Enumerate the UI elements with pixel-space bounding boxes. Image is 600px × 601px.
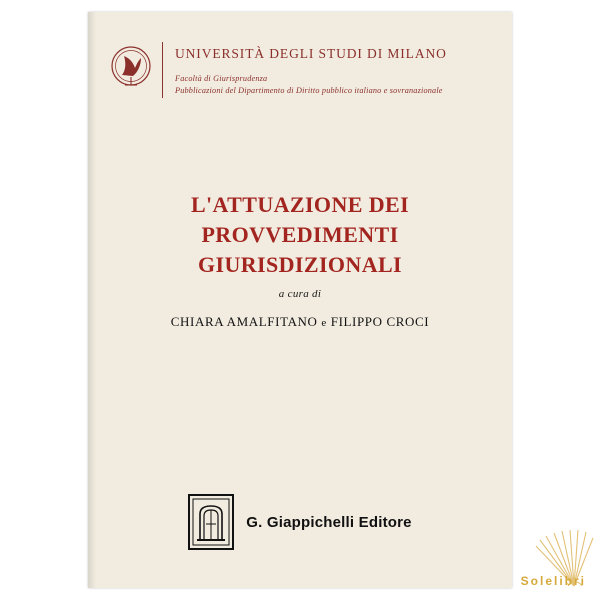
solelibri-watermark-text: Solelibri xyxy=(520,574,586,588)
department-name: Pubblicazioni del Dipartimento di Diritto pubblico italiano e sovranazionale xyxy=(175,86,443,95)
title-line-1: L'ATTUAZIONE DEI xyxy=(190,192,410,217)
header-divider xyxy=(162,42,163,98)
faculty-name: Facoltà di Giurisprudenza xyxy=(175,74,268,83)
publisher-header xyxy=(108,42,492,98)
university-name: UNIVERSITÀ DEGLI STUDI DI MILANO xyxy=(175,46,447,61)
edited-by-label: a cura di xyxy=(278,288,322,300)
book-title xyxy=(112,190,488,280)
publisher-block xyxy=(88,494,512,550)
publisher-name: G. Giappichelli Editore xyxy=(246,513,412,531)
book-cover xyxy=(88,12,512,588)
editors-names xyxy=(112,314,488,330)
editor-second-name: FILIPPO CROCI xyxy=(330,314,430,329)
editor-first-name: CHIARA AMALFITANO xyxy=(170,314,318,329)
giappichelli-logo-icon xyxy=(188,494,234,550)
title-line-2: PROVVEDIMENTI GIURISDIZIONALI xyxy=(197,222,403,277)
editors-block xyxy=(112,288,488,330)
editors-conjunction: e xyxy=(321,317,327,329)
header-text-group xyxy=(175,42,492,95)
university-crest-icon xyxy=(108,44,154,96)
